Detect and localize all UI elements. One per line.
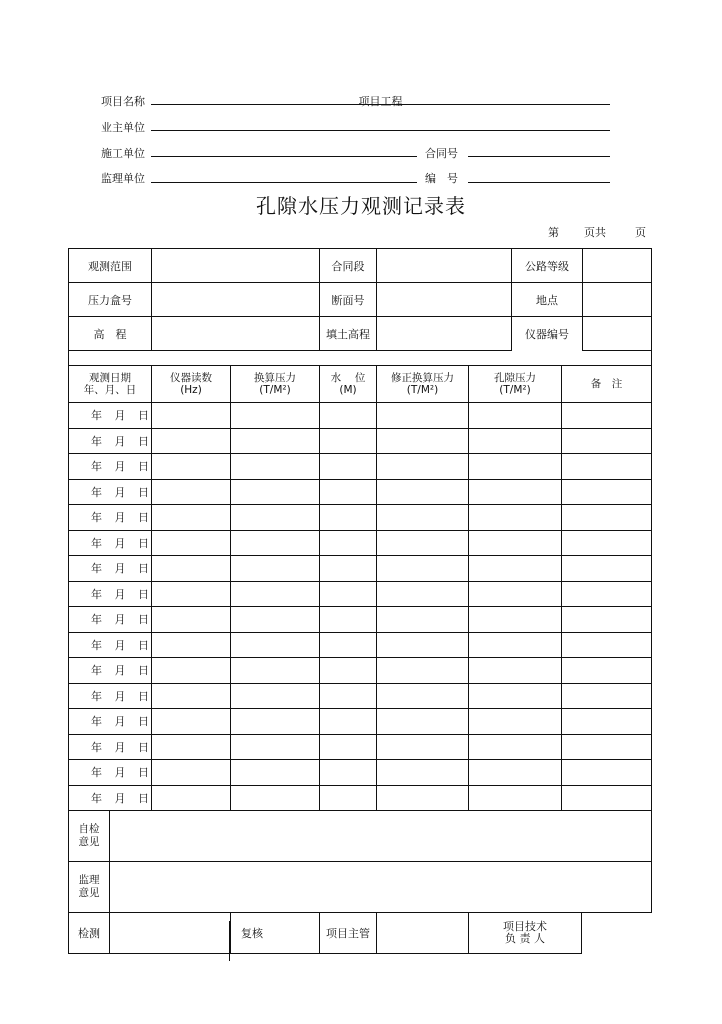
remarks-cell[interactable] xyxy=(562,479,652,505)
corrected-cell[interactable] xyxy=(377,454,469,480)
converted-cell[interactable] xyxy=(231,709,320,735)
contract-no-underline[interactable] xyxy=(468,156,610,157)
month-label: 月 xyxy=(114,613,126,627)
day-label: 日 xyxy=(138,485,149,499)
pore-cell[interactable] xyxy=(469,403,562,429)
table-row xyxy=(69,530,652,556)
corrected-cell[interactable] xyxy=(377,556,469,582)
review-label: 复核 xyxy=(231,913,320,954)
converted-cell[interactable] xyxy=(231,785,320,811)
converted-cell[interactable] xyxy=(231,454,320,480)
day-label: 日 xyxy=(138,434,149,448)
month-label: 月 xyxy=(114,664,126,678)
date-cell[interactable] xyxy=(69,709,152,735)
water-cell[interactable] xyxy=(320,709,377,735)
day-label: 日 xyxy=(138,562,149,576)
month-label: 月 xyxy=(114,587,126,601)
converted-cell[interactable] xyxy=(231,479,320,505)
project-name-label: 项目名称 xyxy=(101,95,145,108)
corrected-cell[interactable] xyxy=(377,734,469,760)
day-label: 日 xyxy=(138,740,149,754)
water-cell[interactable] xyxy=(320,607,377,633)
corrected-cell[interactable] xyxy=(377,581,469,607)
water-cell[interactable] xyxy=(320,632,377,658)
reading-cell[interactable] xyxy=(152,785,231,811)
reading-cell[interactable] xyxy=(152,607,231,633)
table-row xyxy=(69,479,652,505)
inspect-label: 检测 xyxy=(69,913,110,954)
remarks-cell[interactable] xyxy=(562,607,652,633)
contract-no-label: 合同号 xyxy=(425,147,458,160)
table-row xyxy=(69,658,652,684)
corrected-cell[interactable] xyxy=(377,785,469,811)
table-row xyxy=(69,785,652,811)
date-cell[interactable] xyxy=(69,454,152,480)
water-cell[interactable] xyxy=(320,734,377,760)
day-label: 日 xyxy=(138,409,149,423)
pore-cell[interactable] xyxy=(469,454,562,480)
table-row xyxy=(69,428,652,454)
corrected-cell[interactable] xyxy=(377,505,469,531)
year-label: 年 xyxy=(91,434,102,448)
reading-cell[interactable] xyxy=(152,556,231,582)
month-label: 月 xyxy=(114,740,126,754)
form-title: 孔隙水压力观测记录表 xyxy=(256,194,466,218)
remarks-cell[interactable] xyxy=(562,760,652,786)
pore-cell[interactable] xyxy=(469,760,562,786)
day-label: 日 xyxy=(138,791,149,805)
converted-cell[interactable] xyxy=(231,632,320,658)
month-label: 月 xyxy=(114,409,126,423)
contractor-underline[interactable] xyxy=(151,156,417,157)
instrument-no-label: 仪器编号 xyxy=(511,317,583,351)
reading-cell[interactable] xyxy=(152,479,231,505)
converted-cell[interactable] xyxy=(231,530,320,556)
converted-cell[interactable] xyxy=(231,581,320,607)
remarks-cell[interactable] xyxy=(562,556,652,582)
page-prefix: 第 xyxy=(548,226,559,239)
month-label: 月 xyxy=(114,689,126,703)
corrected-cell[interactable] xyxy=(377,479,469,505)
date-cell[interactable] xyxy=(69,607,152,633)
table-row xyxy=(69,581,652,607)
month-label: 月 xyxy=(114,791,126,805)
pore-cell[interactable] xyxy=(469,479,562,505)
year-label: 年 xyxy=(91,409,102,423)
project-head-label: 项目主管 xyxy=(320,913,377,954)
converted-cell[interactable] xyxy=(231,734,320,760)
year-label: 年 xyxy=(91,664,102,678)
reading-cell[interactable] xyxy=(152,683,231,709)
year-label: 年 xyxy=(91,460,102,474)
water-cell[interactable] xyxy=(320,658,377,684)
remarks-cell[interactable] xyxy=(562,530,652,556)
day-label: 日 xyxy=(138,613,149,627)
water-cell[interactable] xyxy=(320,530,377,556)
table-row xyxy=(69,454,652,480)
remarks-cell[interactable] xyxy=(562,658,652,684)
water-cell[interactable] xyxy=(320,581,377,607)
section-label: 合同段 xyxy=(320,249,377,283)
number-underline[interactable] xyxy=(468,182,610,183)
project-name-value[interactable]: 项目工程 xyxy=(358,95,403,108)
water-cell[interactable] xyxy=(320,785,377,811)
day-label: 日 xyxy=(138,715,149,729)
remarks-cell[interactable] xyxy=(562,632,652,658)
box-no-value[interactable] xyxy=(152,283,320,317)
remarks-cell[interactable] xyxy=(562,505,652,531)
table-row xyxy=(69,403,652,429)
day-label: 日 xyxy=(138,587,149,601)
supervisor-label: 监理单位 xyxy=(101,172,145,185)
date-cell[interactable] xyxy=(69,632,152,658)
elevation-value[interactable] xyxy=(152,317,320,351)
range-label: 观测范围 xyxy=(69,249,152,283)
converted-cell[interactable] xyxy=(231,760,320,786)
converted-cell[interactable] xyxy=(231,403,320,429)
spacer-row xyxy=(69,351,652,366)
month-label: 月 xyxy=(114,511,126,525)
month-label: 月 xyxy=(114,434,126,448)
month-label: 月 xyxy=(114,536,126,550)
table-row xyxy=(69,607,652,633)
date-cell[interactable] xyxy=(69,658,152,684)
water-cell[interactable] xyxy=(320,403,377,429)
col-converted: 换算压力 (T/M²) xyxy=(231,366,320,403)
reading-cell[interactable] xyxy=(152,658,231,684)
pore-cell[interactable] xyxy=(469,632,562,658)
col-pore: 孔隙压力 (T/M²) xyxy=(469,366,562,403)
year-label: 年 xyxy=(91,715,102,729)
remarks-cell[interactable] xyxy=(562,428,652,454)
year-label: 年 xyxy=(91,511,102,525)
pore-cell[interactable] xyxy=(469,556,562,582)
remarks-cell[interactable] xyxy=(562,403,652,429)
reading-cell[interactable] xyxy=(152,632,231,658)
pore-cell[interactable] xyxy=(469,709,562,735)
location-cell xyxy=(582,283,652,317)
remarks-cell[interactable] xyxy=(562,709,652,735)
range-value[interactable] xyxy=(152,249,320,283)
date-cell[interactable] xyxy=(69,760,152,786)
col-corrected: 修正换算压力 (T/M²) xyxy=(377,366,469,403)
pore-cell[interactable] xyxy=(469,658,562,684)
self-check-field[interactable] xyxy=(110,811,652,862)
year-label: 年 xyxy=(91,791,102,805)
day-label: 日 xyxy=(138,536,149,550)
corrected-cell[interactable] xyxy=(377,607,469,633)
table-row xyxy=(69,709,652,735)
converted-cell[interactable] xyxy=(231,556,320,582)
year-label: 年 xyxy=(91,587,102,601)
review-divider xyxy=(229,921,231,961)
corrected-cell[interactable] xyxy=(377,632,469,658)
table-row xyxy=(69,505,652,531)
owner-underline[interactable] xyxy=(151,130,610,131)
pore-cell[interactable] xyxy=(469,428,562,454)
reading-cell[interactable] xyxy=(152,505,231,531)
table-row xyxy=(69,632,652,658)
pore-cell[interactable] xyxy=(469,683,562,709)
month-label: 月 xyxy=(114,715,126,729)
converted-cell[interactable] xyxy=(231,505,320,531)
corrected-cell[interactable] xyxy=(377,760,469,786)
remarks-cell[interactable] xyxy=(562,454,652,480)
cross-section-label: 断面号 xyxy=(320,283,377,317)
corrected-cell[interactable] xyxy=(377,530,469,556)
instrument-cell xyxy=(582,317,652,351)
pore-cell[interactable] xyxy=(469,734,562,760)
pore-cell[interactable] xyxy=(469,530,562,556)
corrected-cell[interactable] xyxy=(377,658,469,684)
tech-lead-label: 项目技术 负 责 人 xyxy=(469,913,582,954)
remarks-cell[interactable] xyxy=(562,785,652,811)
month-label: 月 xyxy=(114,766,126,780)
inspect-field[interactable] xyxy=(110,913,231,954)
year-label: 年 xyxy=(91,689,102,703)
date-cell[interactable] xyxy=(69,734,152,760)
table-row xyxy=(69,556,652,582)
year-label: 年 xyxy=(91,740,102,754)
water-cell[interactable] xyxy=(320,683,377,709)
water-cell[interactable] xyxy=(320,454,377,480)
remarks-cell[interactable] xyxy=(562,683,652,709)
reading-cell[interactable] xyxy=(152,760,231,786)
year-label: 年 xyxy=(91,485,102,499)
date-cell[interactable] xyxy=(69,530,152,556)
reading-cell[interactable] xyxy=(152,403,231,429)
table-row xyxy=(69,760,652,786)
reading-cell[interactable] xyxy=(152,454,231,480)
reading-cell[interactable] xyxy=(152,581,231,607)
date-cell[interactable] xyxy=(69,403,152,429)
day-label: 日 xyxy=(138,689,149,703)
page-suffix: 页 xyxy=(635,226,646,239)
water-cell[interactable] xyxy=(320,760,377,786)
year-label: 年 xyxy=(91,562,102,576)
converted-cell[interactable] xyxy=(231,683,320,709)
year-label: 年 xyxy=(91,766,102,780)
date-cell[interactable] xyxy=(69,581,152,607)
month-label: 月 xyxy=(114,460,126,474)
pore-cell[interactable] xyxy=(469,505,562,531)
contractor-label: 施工单位 xyxy=(101,147,145,160)
pore-cell[interactable] xyxy=(469,581,562,607)
col-water: 水 位 (M) xyxy=(320,366,377,403)
supervision-field[interactable] xyxy=(110,862,652,913)
day-label: 日 xyxy=(138,460,149,474)
day-label: 日 xyxy=(138,766,149,780)
corrected-cell[interactable] xyxy=(377,683,469,709)
reading-cell[interactable] xyxy=(152,428,231,454)
col-remarks: 备 注 xyxy=(562,366,652,403)
table-row xyxy=(69,683,652,709)
road-grade-label: 公路等级 xyxy=(511,249,583,282)
water-cell[interactable] xyxy=(320,505,377,531)
supervision-label: 监理 意见 xyxy=(69,862,110,913)
remarks-cell[interactable] xyxy=(562,581,652,607)
project-head-field[interactable] xyxy=(377,913,469,954)
number-label: 编 号 xyxy=(425,172,458,185)
table-row xyxy=(69,734,652,760)
remarks-cell[interactable] xyxy=(562,734,652,760)
corrected-cell[interactable] xyxy=(377,709,469,735)
date-cell[interactable] xyxy=(69,683,152,709)
year-label: 年 xyxy=(91,638,102,652)
reading-cell[interactable] xyxy=(152,530,231,556)
day-label: 日 xyxy=(138,638,149,652)
converted-cell[interactable] xyxy=(231,607,320,633)
reading-cell[interactable] xyxy=(152,734,231,760)
elevation-label: 高 程 xyxy=(69,317,152,351)
col-date: 观测日期 年、月、日 xyxy=(69,366,152,403)
month-label: 月 xyxy=(114,485,126,499)
water-cell[interactable] xyxy=(320,556,377,582)
corrected-cell[interactable] xyxy=(377,428,469,454)
col-reading: 仪器读数 (Hz) xyxy=(152,366,231,403)
year-label: 年 xyxy=(91,613,102,627)
location-label: 地点 xyxy=(511,283,583,316)
fill-elevation-label: 填土高程 xyxy=(320,317,377,351)
water-cell[interactable] xyxy=(320,428,377,454)
converted-cell[interactable] xyxy=(231,428,320,454)
box-no-label: 压力盒号 xyxy=(69,283,152,317)
date-cell[interactable] xyxy=(69,505,152,531)
corrected-cell[interactable] xyxy=(377,403,469,429)
date-cell[interactable] xyxy=(69,479,152,505)
owner-label: 业主单位 xyxy=(101,121,145,134)
month-label: 月 xyxy=(114,638,126,652)
year-label: 年 xyxy=(91,536,102,550)
self-check-label: 自检 意见 xyxy=(69,811,110,862)
day-label: 日 xyxy=(138,511,149,525)
date-cell[interactable] xyxy=(69,556,152,582)
pore-cell[interactable] xyxy=(469,785,562,811)
supervisor-underline[interactable] xyxy=(151,182,417,183)
reading-cell[interactable] xyxy=(152,709,231,735)
converted-cell[interactable] xyxy=(231,658,320,684)
page-middle: 页共 xyxy=(584,226,606,239)
water-cell[interactable] xyxy=(320,479,377,505)
record-table xyxy=(68,248,652,954)
day-label: 日 xyxy=(138,664,149,678)
month-label: 月 xyxy=(114,562,126,576)
date-cell[interactable] xyxy=(69,785,152,811)
pore-cell[interactable] xyxy=(469,607,562,633)
date-cell[interactable] xyxy=(69,428,152,454)
road-grade-cell xyxy=(582,249,652,283)
